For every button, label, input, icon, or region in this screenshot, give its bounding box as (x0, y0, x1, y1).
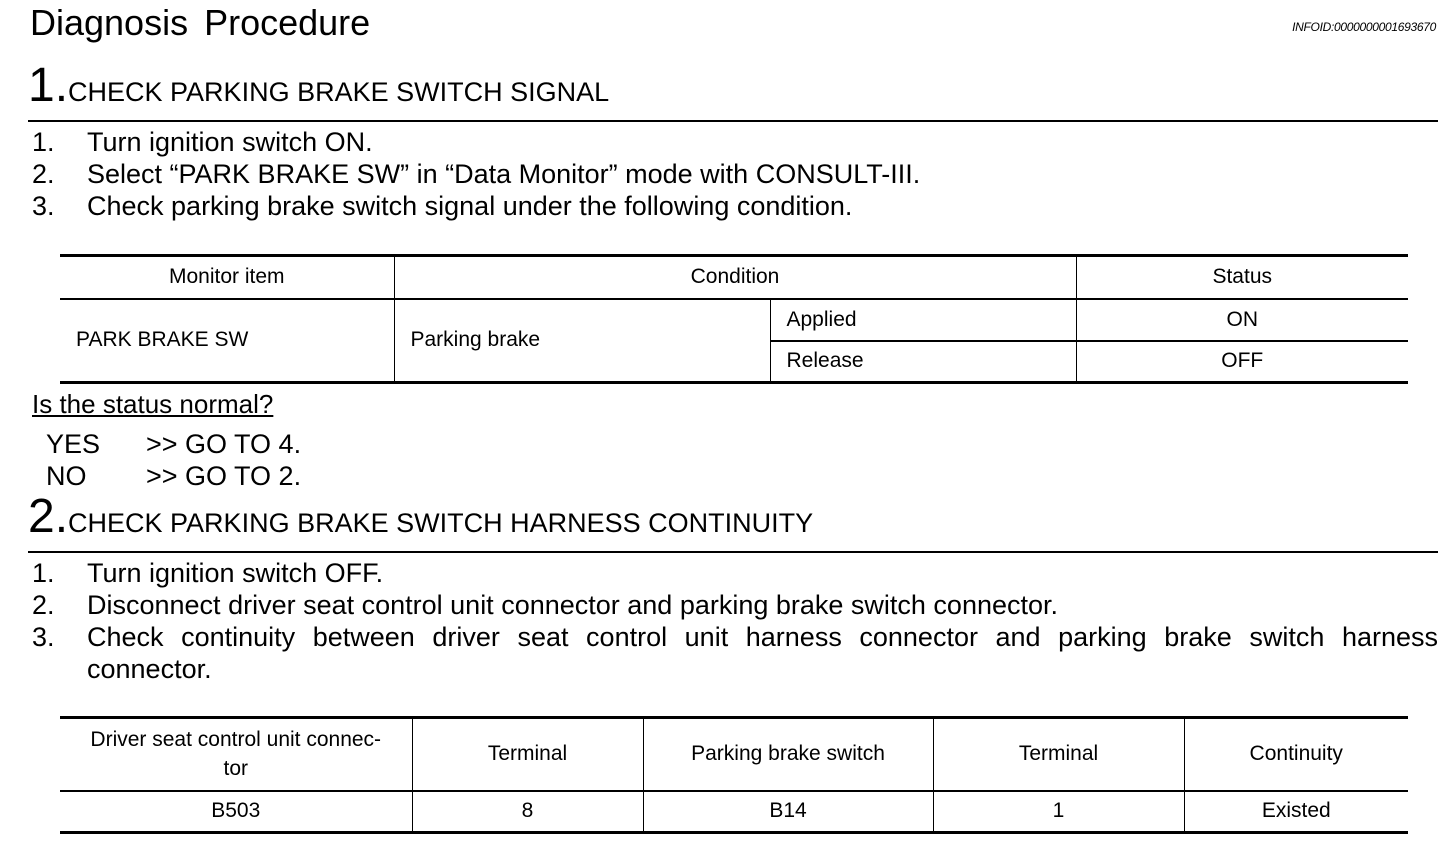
col-header-continuity: Continuity (1249, 742, 1343, 766)
list-text: Select “PARK BRAKE SW” in “Data Monitor” mode with CONSULT-III. (87, 159, 921, 189)
step-1-title: CHECK PARKING BRAKE SWITCH SIGNAL (68, 77, 610, 107)
table-row (60, 299, 1408, 341)
status-cell: OFF (1221, 349, 1264, 373)
step-1-heading (28, 59, 610, 112)
step-2-title: CHECK PARKING BRAKE SWITCH HARNESS CONTINUITY (68, 508, 814, 538)
list-item (32, 190, 1438, 222)
col-header-monitor-item: Monitor item (60, 256, 394, 299)
list-number: 1. (32, 127, 55, 157)
table-header-row (60, 256, 1408, 299)
table-header-row (60, 718, 1408, 791)
col-header-connector (60, 718, 412, 791)
list-number: 3. (32, 622, 55, 652)
condition-cell: Parking brake (394, 299, 770, 383)
connector-cell: B503 (60, 791, 412, 833)
monitor-table (60, 254, 1408, 384)
status-question: Is the status normal? (32, 389, 274, 419)
list-text: Check parking brake switch signal under the following condition. (87, 191, 853, 221)
answer-key-yes: YES (46, 429, 101, 459)
step-2-number: 2. (28, 490, 69, 543)
state-cell: Release (770, 341, 1076, 383)
list-text: Turn ignition switch OFF. (87, 558, 384, 588)
step-1-instructions (32, 126, 1438, 222)
step-2-rule (28, 551, 1438, 553)
monitor-item-cell: PARK BRAKE SW (60, 299, 394, 383)
list-text: Turn ignition switch ON. (87, 127, 373, 157)
list-text: Disconnect driver seat control unit connector and parking brake switch connector. (87, 590, 1059, 620)
list-number: 2. (32, 590, 55, 620)
col-header-terminal-a: Terminal (412, 718, 643, 791)
continuity-cell: Existed (1261, 799, 1331, 823)
page-title: Diagnosis Procedure (30, 2, 371, 43)
connector-header-line-1: Driver seat control unit connec- (90, 728, 382, 752)
info-id: INFOID:0000000001693670 (1292, 20, 1436, 34)
list-number: 1. (32, 558, 55, 588)
terminal-a-cell: 8 (412, 791, 643, 833)
list-item (32, 589, 1438, 621)
list-number: 3. (32, 191, 55, 221)
answer-action-yes: >> GO TO 4. (146, 429, 302, 459)
table-row (60, 791, 1408, 833)
switch-cell: B14 (643, 791, 933, 833)
step-2-instructions (32, 557, 1438, 685)
answer-key-no: NO (46, 461, 87, 491)
list-item (32, 621, 1438, 685)
terminal-b-cell: 1 (933, 791, 1184, 833)
step-1-rule (28, 120, 1438, 122)
answer-action-no: >> GO TO 2. (146, 461, 302, 491)
state-cell: Applied (770, 299, 1076, 341)
list-text: Check continuity between driver seat control unit harness connector and parking brake switch harness connector. (87, 622, 1438, 684)
col-header-switch: Parking brake switch (643, 718, 933, 791)
col-header-condition: Condition (394, 256, 1076, 299)
step-2-heading (28, 490, 814, 543)
continuity-table (60, 716, 1408, 834)
status-cell: ON (1226, 307, 1258, 331)
list-item (32, 158, 1438, 190)
step-1-number: 1. (28, 59, 69, 112)
list-number: 2. (32, 159, 55, 189)
col-header-terminal-b: Terminal (933, 718, 1184, 791)
list-item (32, 557, 1438, 589)
list-item (32, 126, 1438, 158)
connector-header-line-2: tor (223, 757, 248, 781)
col-header-status: Status (1212, 265, 1273, 289)
